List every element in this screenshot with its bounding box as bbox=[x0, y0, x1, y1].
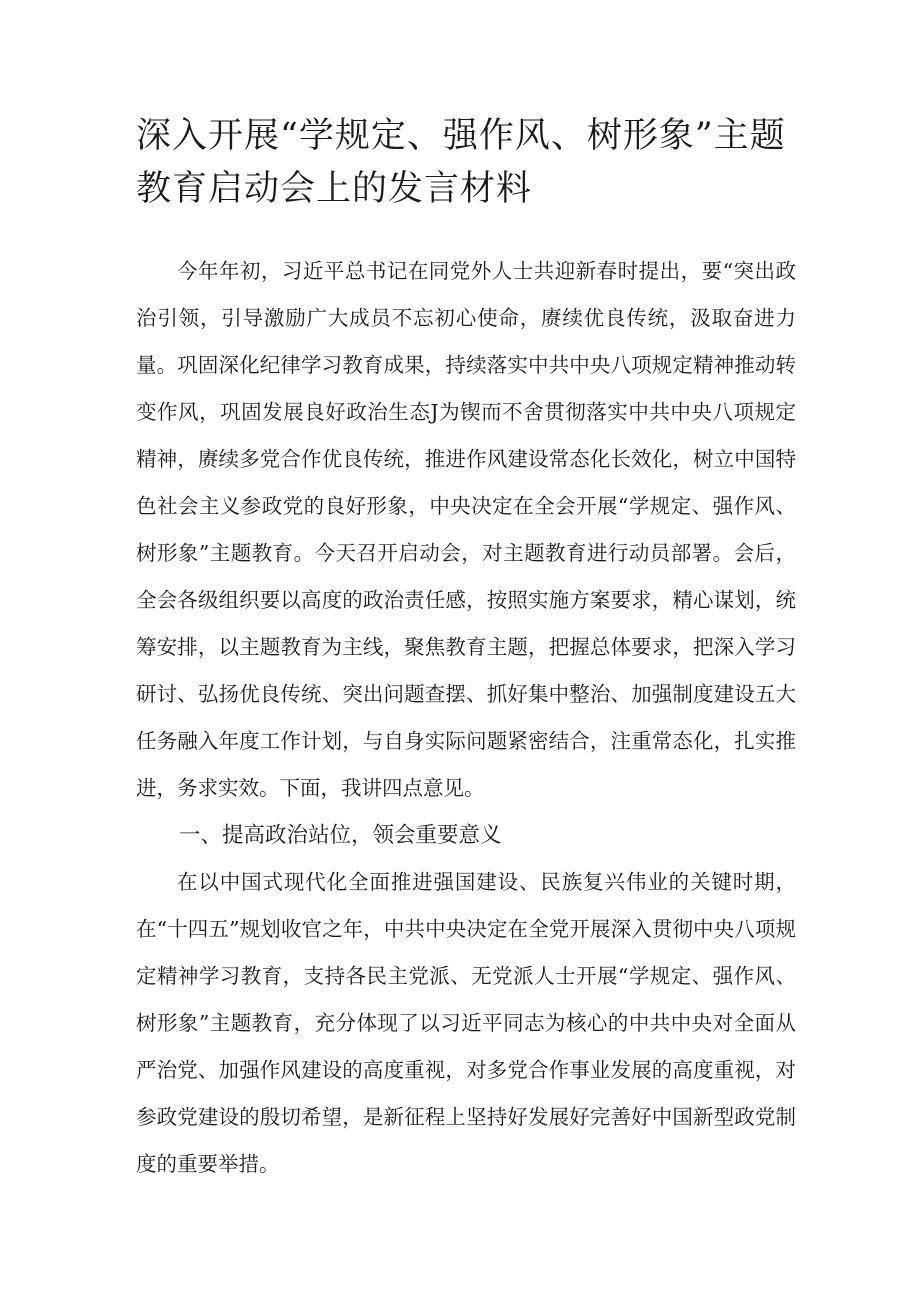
document-body bbox=[136, 248, 796, 1188]
paragraph-intro: 今年年初，习近平总书记在同党外人士共迎新春时提出，要“突出政治引领，引导激励广大成员不忘初心使命，赓续优良传统，汲取奋进力量。巩固深化纪律学习教育成果，持续落实中共中央八项规定精神推动转变作风，巩固发展良好政治生态J为锲而不舍贯彻落实中共中央八项规定精神，赓续多党合作优良传统，推进作风建设常态化长效化，树立中国特色社会主义参政党的良好形象，中央决定在全会开展“学规定、强作风、树形象”主题教育。今天召开启动会，对主题教育进行动员部署。会后，全会各级组织要以高度的政治责任感，按照实施方案要求，精心谋划，统筹安排，以主题教育为主线，聚焦教育主题，把握总体要求，把深入学习研讨、弘扬优良传统、突出问题查摆、抓好集中整治、加强制度建设五大任务融入年度工作计划，与自身实际问题紧密结合，注重常态化，扎实推进，务求实效。下面，我讲四点意见。 bbox=[136, 259, 796, 800]
paragraph-section-1: 在以中国式现代化全面推进强国建设、民族复兴伟业的关键时期，在“十四五”规划收官之年，中共中央决定在全党开展深入贯彻中央八项规定精神学习教育，支持各民主党派、无党派人士开展“学规定、强作风、树形象”主题教育，充分体现了以习近平同志为核心的中共中央对全面从严治党、加强作风建设的高度重视，对多党合作事业发展的高度重视，对参政党建设的殷切希望，是新征程上坚持好发展好完善好中国新型政党制度的重要举措。 bbox=[136, 870, 796, 1176]
section-heading-1: 一、提高政治站位，领会重要意义 bbox=[179, 823, 502, 848]
document-title: 深入开展“学规定、强作风、树形象”主题教育启动会上的发言材料 bbox=[136, 116, 786, 209]
